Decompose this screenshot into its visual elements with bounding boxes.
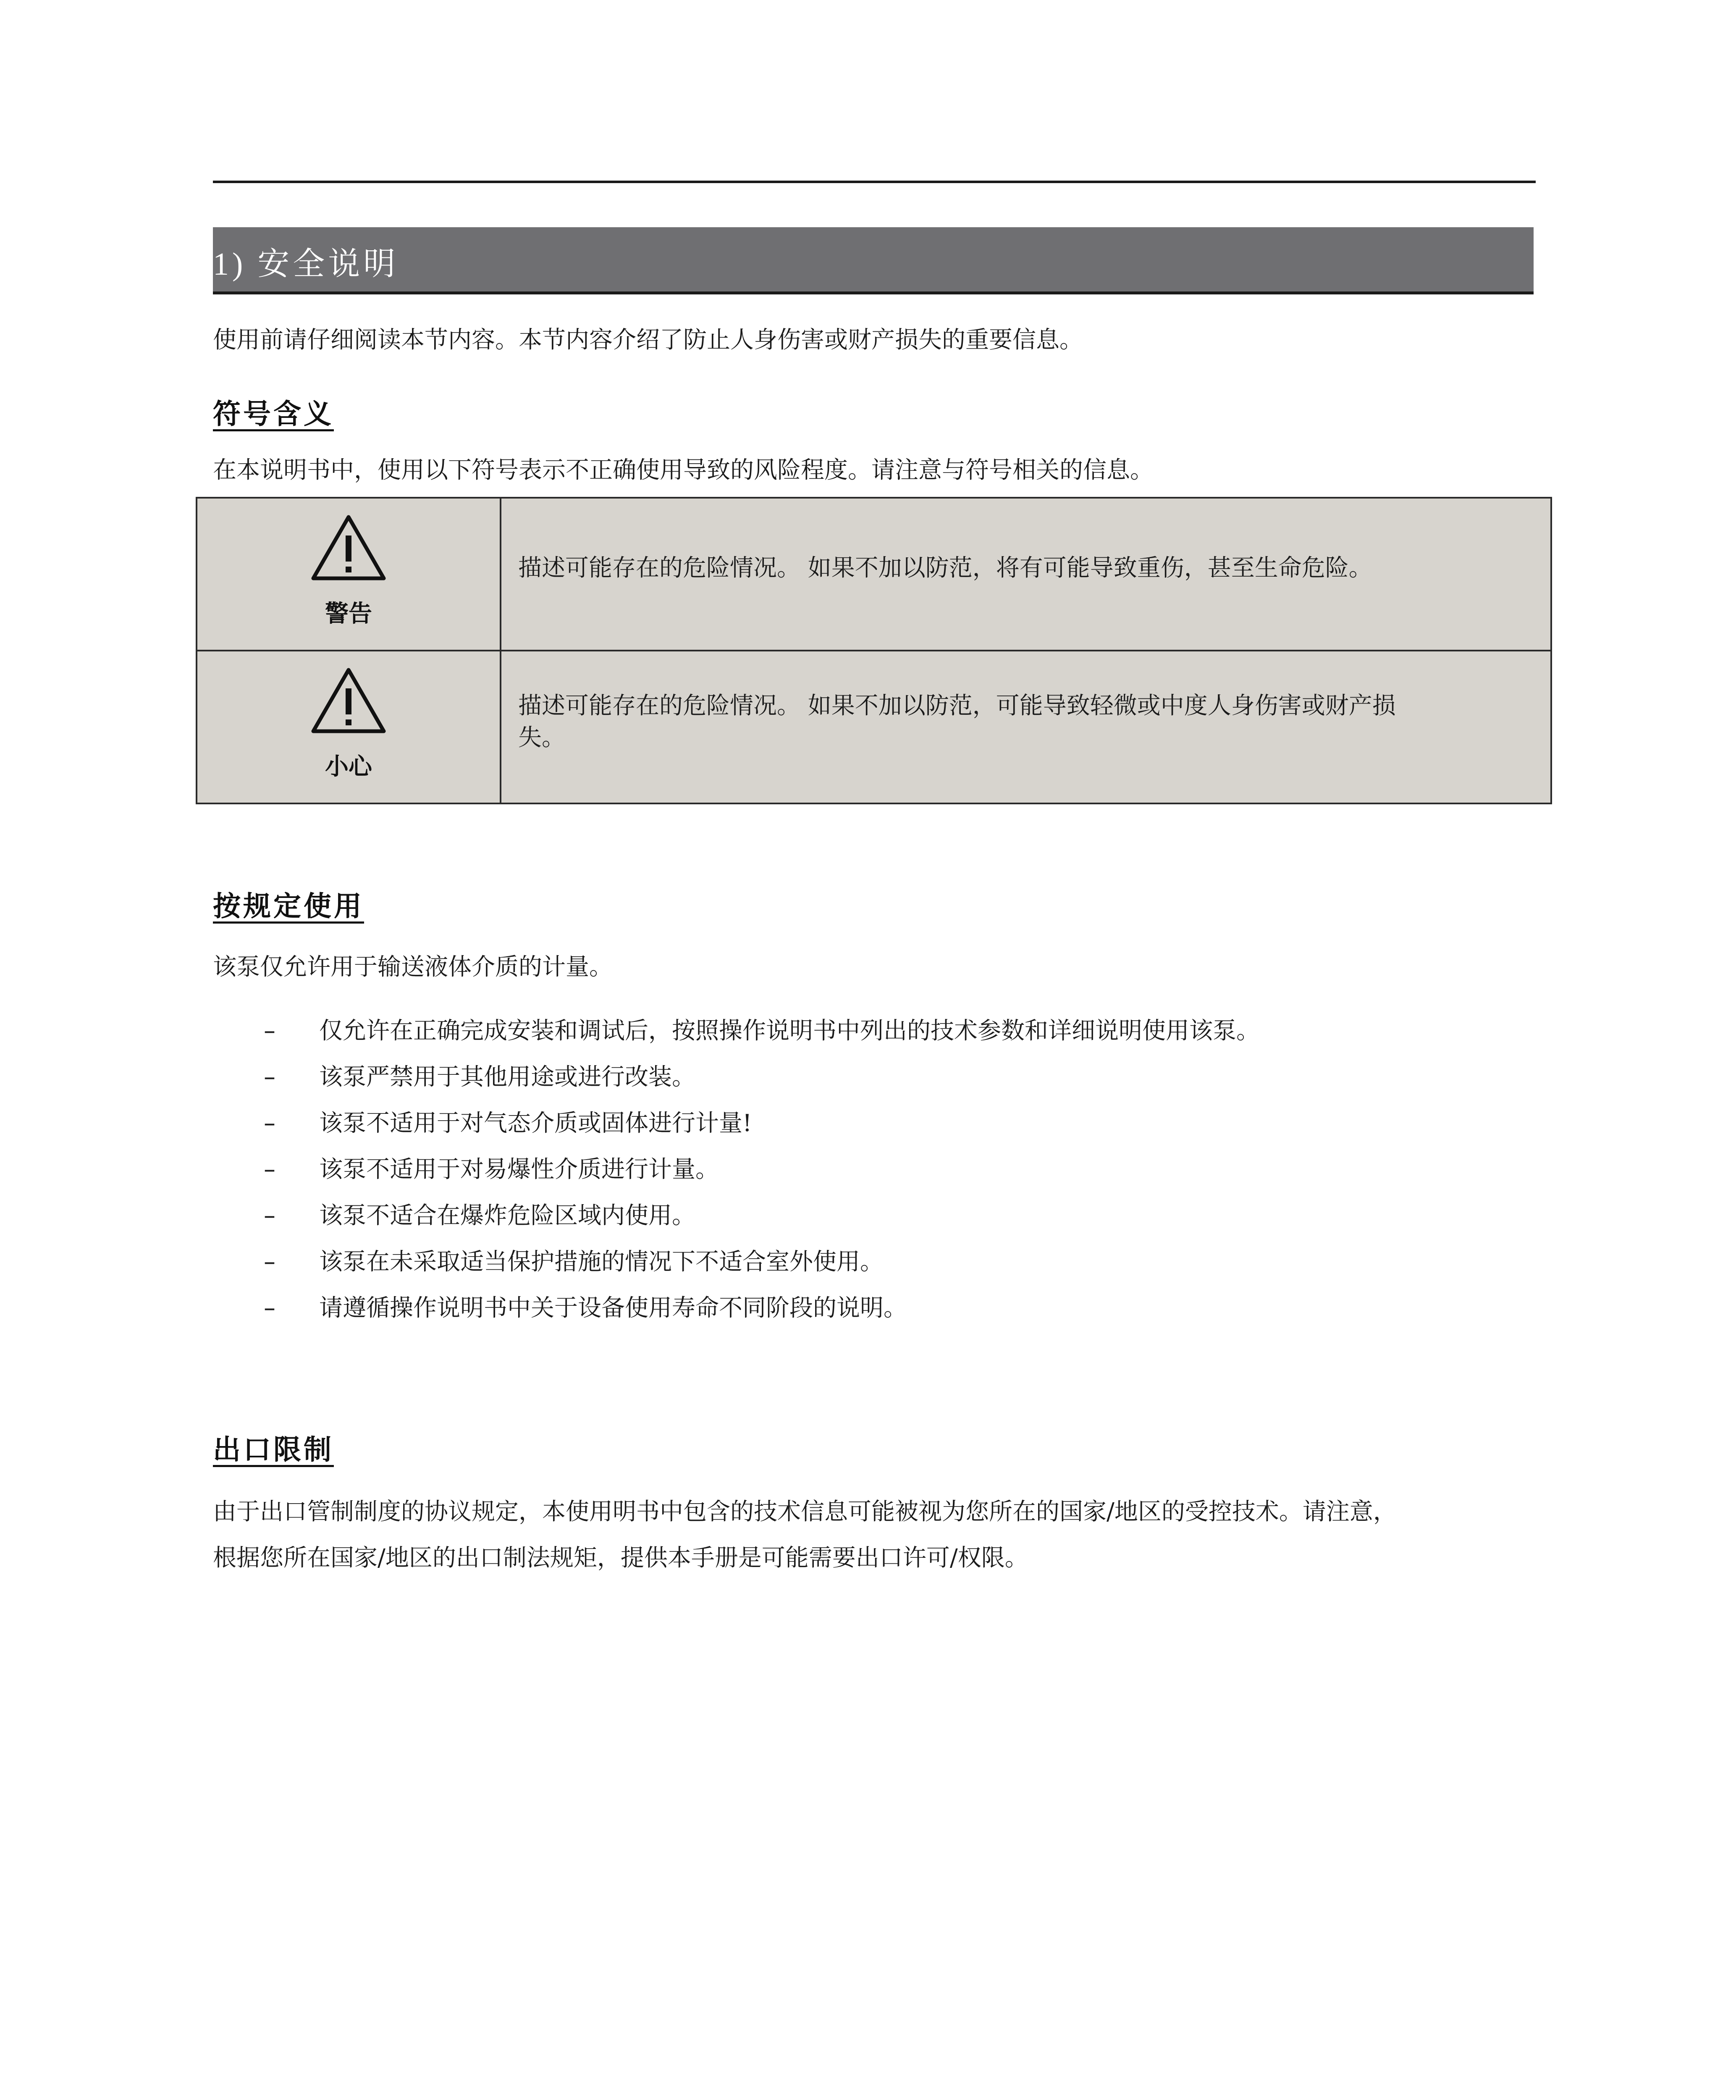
list-item	[260, 1193, 1260, 1239]
list-item-text: 该泵不适合在爆炸危险区域内使用。	[319, 1202, 695, 1229]
symbol-description-warning	[501, 498, 1551, 651]
export-heading: 出口限制	[213, 1433, 334, 1466]
symbol-row-caution	[197, 651, 1551, 803]
list-item	[260, 1285, 1260, 1331]
symbol-description-line: 描述可能存在的危险情况。 如果不加以防范，可能导致轻微或中度人身伤害或财产损	[518, 692, 1396, 719]
bullet-marker: –	[264, 1017, 275, 1045]
list-item-text: 该泵在未采取适当保护措施的情况下不适合室外使用。	[319, 1248, 884, 1276]
list-item	[260, 1147, 1260, 1193]
list-item-text: 该泵不适用于对易爆性介质进行计量。	[319, 1156, 719, 1183]
list-item	[260, 1054, 1260, 1100]
bullet-marker: –	[264, 1156, 275, 1183]
intended-use-intro: 该泵仅允许用于输送液体介质的计量。	[213, 953, 613, 981]
intended-use-heading: 按规定使用	[213, 890, 364, 922]
symbol-description-caution	[501, 651, 1551, 803]
export-paragraph-line: 根据您所在国家/地区的出口制法规矩，提供本手册是可能需要出口许可/权限。	[213, 1544, 1028, 1572]
symbol-cell-caution	[197, 651, 501, 803]
bullet-marker: –	[264, 1110, 275, 1137]
list-item-text: 请遵循操作说明书中关于设备使用寿命不同阶段的说明。	[319, 1294, 907, 1322]
list-item-text: 仅允许在正确完成安装和调试后，按照操作说明书中列出的技术参数和详细说明使用该泵。	[319, 1017, 1260, 1045]
symbol-label-caution: 小心	[325, 753, 372, 780]
symbol-label-warning: 警告	[325, 600, 372, 627]
export-paragraph-line: 由于出口管制制度的协议规定，本使用明书中包含的技术信息可能被视为您所在的国家/地区的受控技术。请注意，	[213, 1498, 1397, 1525]
intended-use-list	[260, 1008, 1260, 1331]
bullet-marker: –	[264, 1294, 275, 1322]
warning-triangle-icon	[311, 667, 386, 735]
bullet-marker: –	[264, 1063, 275, 1091]
section-header-bar	[213, 227, 1534, 294]
bullet-marker: –	[264, 1202, 275, 1229]
intro-paragraph: 使用前请仔细阅读本节内容。本节内容介绍了防止人身伤害或财产损失的重要信息。	[213, 326, 1083, 354]
list-item-text: 该泵不适用于对气态介质或固体进行计量!	[319, 1110, 752, 1137]
symbol-cell-warning	[197, 498, 501, 651]
symbols-intro-paragraph: 在本说明书中，使用以下符号表示不正确使用导致的风险程度。请注意与符号相关的信息。	[213, 457, 1154, 484]
symbol-row-warning	[197, 498, 1551, 651]
symbols-heading: 符号含义	[213, 398, 334, 430]
symbol-table	[196, 497, 1552, 804]
top-rule	[213, 181, 1536, 183]
list-item	[260, 1100, 1260, 1147]
list-item	[260, 1008, 1260, 1054]
warning-triangle-icon	[311, 514, 386, 582]
bullet-marker: –	[264, 1248, 275, 1276]
section-title: 1) 安全说明	[213, 247, 399, 282]
symbol-description-line: 失。	[518, 724, 565, 751]
list-item-text: 该泵严禁用于其他用途或进行改装。	[319, 1063, 695, 1091]
list-item	[260, 1239, 1260, 1285]
symbol-description-text: 描述可能存在的危险情况。 如果不加以防范，将有可能导致重伤，甚至生命危险。	[518, 554, 1372, 582]
